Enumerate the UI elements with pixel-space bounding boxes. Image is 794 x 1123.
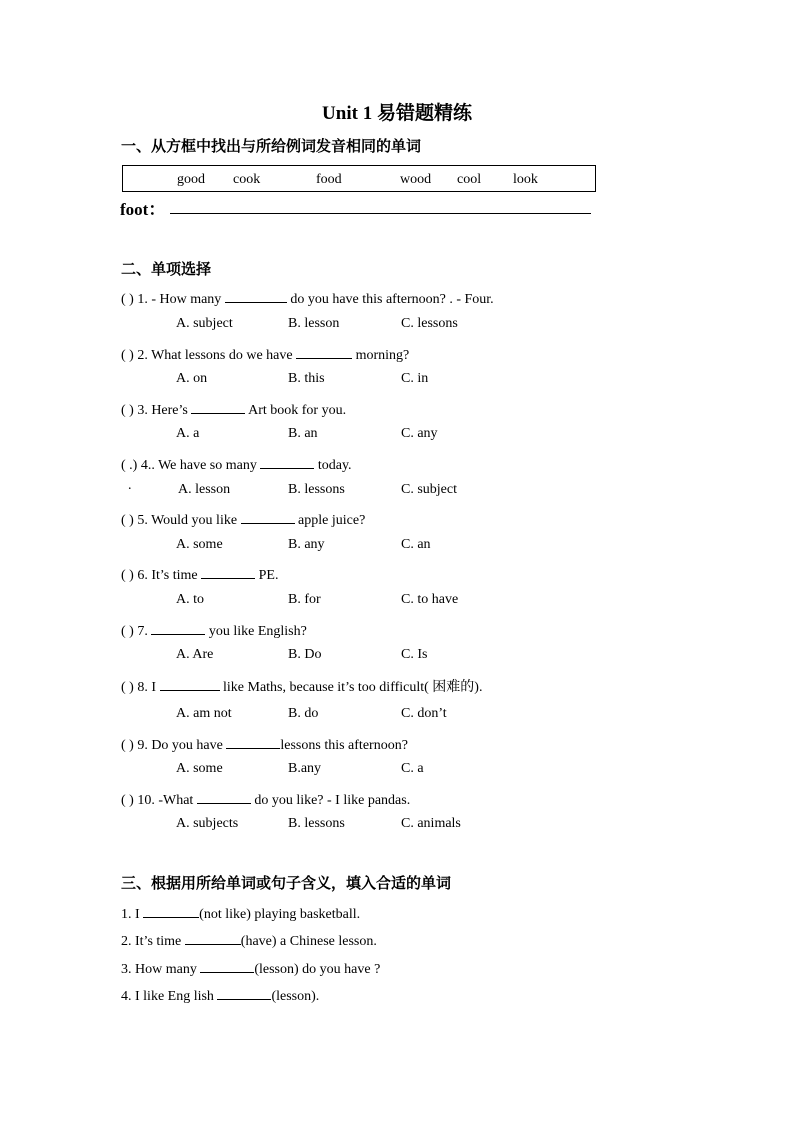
- question-9: ( ) 9. Do you have lessons this afternoon?: [121, 734, 408, 754]
- question-4: ( .) 4.. We have so many today.: [121, 454, 352, 474]
- q7-option-a: A. Are: [176, 647, 214, 662]
- q10-option-c: C. animals: [401, 816, 461, 831]
- page-title: Unit 1 易错题精练: [322, 103, 472, 124]
- q5-option-b: B. any: [288, 537, 325, 552]
- foot-answer-line[interactable]: [170, 213, 591, 214]
- fill-item-4: 4. I like Eng lish (lesson).: [121, 985, 319, 1005]
- fill-item-1: 1. I (not like) playing basketball.: [121, 903, 360, 923]
- word-food: food: [316, 172, 342, 187]
- q7-option-b: B. Do: [288, 647, 322, 662]
- word-cool: cool: [457, 172, 482, 187]
- answer-blank[interactable]: [151, 620, 205, 635]
- q2-option-b: B. this: [288, 371, 325, 386]
- q7-option-c: C. Is: [401, 647, 428, 662]
- fill-item-2: 2. It’s time (have) a Chinese lesson.: [121, 930, 377, 950]
- fill-item-3: 3. How many (lesson) do you have ?: [121, 958, 380, 978]
- section-3-heading: 三、根据用所给单词或句子含义，填入合适的单词: [121, 876, 452, 892]
- section-1-heading: 一、从方框中找出与所给例词发音相同的单词: [121, 139, 422, 155]
- foot-prompt: foot：: [120, 200, 166, 219]
- q3-option-b: B. an: [288, 426, 318, 441]
- q8-option-a: A. am not: [176, 706, 232, 721]
- q8-option-c: C. don’t: [401, 706, 447, 721]
- q4-option-c: C. subject: [401, 482, 457, 497]
- question-8: ( ) 8. I like Maths, because it’s too difficult( 困难的).: [121, 676, 482, 696]
- question-6: ( ) 6. It’s time PE.: [121, 564, 278, 584]
- question-7: ( ) 7. you like English?: [121, 620, 307, 640]
- q6-option-a: A. to: [176, 592, 204, 607]
- q6-option-b: B. for: [288, 592, 321, 607]
- answer-blank[interactable]: [200, 958, 254, 973]
- q10-option-a: A. subjects: [176, 816, 239, 831]
- stray-mark: .: [128, 478, 132, 493]
- question-10: ( ) 10. -What do you like? - I like pandas.: [121, 789, 410, 809]
- answer-blank[interactable]: [225, 288, 287, 303]
- answer-blank[interactable]: [143, 903, 199, 918]
- answer-blank[interactable]: [241, 509, 295, 524]
- q4-option-a: A. lesson: [178, 482, 231, 497]
- word-look: look: [513, 172, 538, 187]
- q1-option-b: B. lesson: [288, 316, 340, 331]
- q2-option-c: C. in: [401, 371, 429, 386]
- answer-blank[interactable]: [296, 344, 352, 359]
- q3-option-c: C. any: [401, 426, 438, 441]
- q4-option-b: B. lessons: [288, 482, 345, 497]
- q5-option-c: C. an: [401, 537, 431, 552]
- answer-blank[interactable]: [160, 676, 220, 691]
- section-2-heading: 二、单项选择: [121, 262, 212, 278]
- q9-option-c: C. a: [401, 761, 424, 776]
- q1-option-a: A. subject: [176, 316, 233, 331]
- q8-option-b: B. do: [288, 706, 319, 721]
- q6-option-c: C. to have: [401, 592, 459, 607]
- word-cook: cook: [233, 172, 261, 187]
- q3-option-a: A. a: [176, 426, 200, 441]
- question-1: ( ) 1. - How many do you have this afternoon? . - Four.: [121, 288, 494, 308]
- answer-blank[interactable]: [191, 399, 245, 414]
- answer-blank[interactable]: [201, 564, 255, 579]
- answer-blank[interactable]: [260, 454, 314, 469]
- q9-option-b: B.any: [288, 761, 322, 776]
- q5-option-a: A. some: [176, 537, 223, 552]
- q9-option-a: A. some: [176, 761, 223, 776]
- answer-blank[interactable]: [197, 789, 251, 804]
- word-box: [122, 165, 596, 192]
- answer-blank[interactable]: [217, 985, 271, 1000]
- word-good: good: [177, 172, 205, 187]
- answer-blank[interactable]: [185, 930, 241, 945]
- q2-option-a: A. on: [176, 371, 208, 386]
- answer-blank[interactable]: [226, 734, 280, 749]
- q10-option-b: B. lessons: [288, 816, 345, 831]
- question-3: ( ) 3. Here’s Art book for you.: [121, 399, 346, 419]
- question-5: ( ) 5. Would you like apple juice?: [121, 509, 365, 529]
- word-wood: wood: [400, 172, 432, 187]
- q1-option-c: C. lessons: [401, 316, 458, 331]
- question-2: ( ) 2. What lessons do we have morning?: [121, 344, 409, 364]
